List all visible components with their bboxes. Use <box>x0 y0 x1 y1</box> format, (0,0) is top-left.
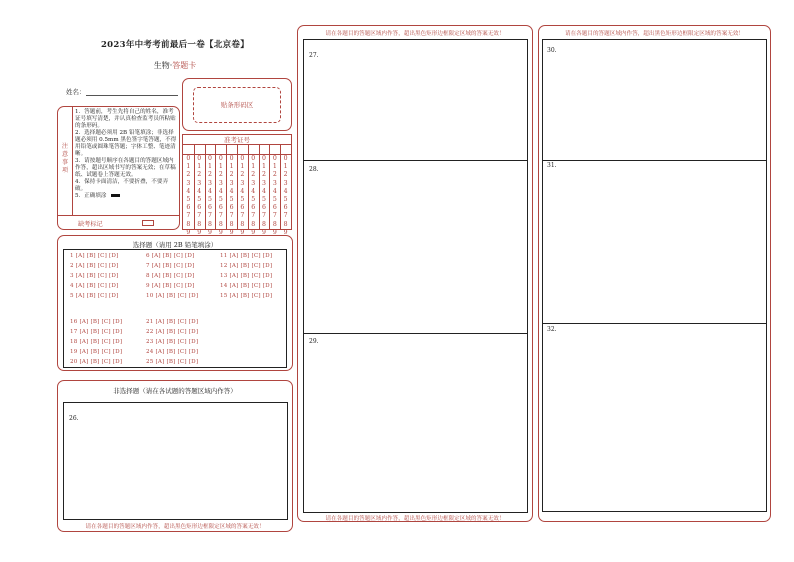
filled-sample-mark <box>111 194 120 197</box>
note-item: 1．答题前，考生先将自己的姓名，准考证号填写清楚，并认真检查监考员所粘贴的条形码。 <box>75 109 176 129</box>
exam-number-digit-column[interactable] <box>206 155 214 237</box>
choice-title: 选择题（请用 2B 铅笔填涂） <box>132 241 218 249</box>
question-number: 30. <box>547 47 557 54</box>
choice-row[interactable]: 11 [A] [B] [C] [D] <box>220 253 273 259</box>
exam-digit-option[interactable]: 5 <box>229 196 234 204</box>
barcode-area <box>182 78 292 131</box>
right-answer-frame <box>542 39 767 512</box>
exam-digit-option[interactable]: 8 <box>251 220 256 228</box>
exam-digit-option[interactable]: 2 <box>240 171 245 179</box>
exam-digit-option[interactable]: 9 <box>229 228 234 236</box>
exam-digit-option[interactable]: 6 <box>218 204 223 212</box>
exam-digit-option[interactable]: 9 <box>283 228 288 236</box>
exam-digit-option[interactable]: 7 <box>186 212 191 220</box>
exam-digit-option[interactable]: 5 <box>197 196 202 204</box>
exam-digit-option[interactable]: 4 <box>218 187 223 195</box>
choice-row[interactable]: 22 [A] [B] [C] [D] <box>146 329 199 335</box>
exam-digit-option[interactable]: 0 <box>208 155 212 162</box>
exam-digit-option[interactable]: 7 <box>272 212 277 220</box>
exam-digit-option[interactable]: 1 <box>251 163 256 171</box>
choice-row[interactable]: 4 [A] [B] [C] [D] <box>70 283 119 289</box>
choice-row[interactable]: 23 [A] [B] [C] [D] <box>146 339 199 345</box>
exam-digit-option[interactable]: 4 <box>208 187 212 195</box>
exam-digit-option[interactable]: 2 <box>262 171 266 179</box>
exam-digit-option[interactable]: 0 <box>229 155 234 162</box>
exam-number-digit-column[interactable] <box>217 155 225 237</box>
answer-card-label: 答题卡 <box>172 61 197 70</box>
exam-digit-option[interactable]: 3 <box>283 179 288 187</box>
boundary-notice: 请在各题目的答题区域内作答，超出黑色矩形边框限定区域的答案无效！ <box>564 31 744 37</box>
answer-area-q29[interactable] <box>304 334 527 512</box>
exam-digit-option[interactable]: 3 <box>262 179 266 187</box>
exam-digit-option[interactable]: 9 <box>240 228 245 236</box>
notes-box <box>57 106 180 230</box>
boundary-notice: 请在各题目的答题区域内作答，超出黑色矩形边框限定区域的答案无效！ <box>325 31 505 37</box>
exam-digit-option[interactable]: 1 <box>272 163 277 171</box>
exam-digit-option[interactable]: 2 <box>229 171 234 179</box>
exam-number-grid <box>182 134 292 236</box>
exam-digit-option[interactable]: 9 <box>251 228 256 236</box>
exam-number-digit-column[interactable] <box>228 155 236 237</box>
exam-digit-option[interactable]: 4 <box>197 187 202 195</box>
choice-row[interactable]: 19 [A] [B] [C] [D] <box>70 349 123 355</box>
exam-digit-option[interactable]: 1 <box>218 163 223 171</box>
exam-digit-option[interactable]: 2 <box>186 171 191 179</box>
exam-digit-option[interactable]: 1 <box>240 163 245 171</box>
exam-digit-option[interactable]: 9 <box>218 228 223 236</box>
answer-area-q31[interactable] <box>543 161 766 323</box>
exam-digit-option[interactable]: 5 <box>186 196 191 204</box>
exam-digit-option[interactable]: 9 <box>208 228 212 236</box>
subject-label: 生物· <box>153 61 173 70</box>
question-number: 27. <box>309 52 319 59</box>
exam-digit-option[interactable]: 6 <box>197 204 202 212</box>
exam-digit-option[interactable]: 2 <box>218 171 223 179</box>
name-field[interactable] <box>86 95 178 96</box>
exam-digit-option[interactable]: 1 <box>186 163 191 171</box>
exam-digit-option[interactable]: 2 <box>197 171 202 179</box>
exam-digit-option[interactable]: 8 <box>208 220 212 228</box>
choice-row[interactable]: 7 [A] [B] [C] [D] <box>146 263 195 269</box>
exam-number-digit-column[interactable] <box>184 155 192 237</box>
exam-digit-option[interactable]: 1 <box>262 163 266 171</box>
name-label: 姓名： <box>66 88 86 96</box>
note-item: 4．保持卡面清洁，不要折叠，不要弄破。 <box>75 178 169 192</box>
exam-digit-option[interactable]: 7 <box>251 212 256 220</box>
choice-row[interactable]: 24 [A] [B] [C] [D] <box>146 349 199 355</box>
choice-row[interactable]: 10 [A] [B] [C] [D] <box>146 293 199 299</box>
exam-digit-option[interactable]: 6 <box>262 204 266 212</box>
exam-digit-option[interactable]: 1 <box>229 163 234 171</box>
choice-row[interactable]: 5 [A] [B] [C] [D] <box>70 293 119 299</box>
page-subtitle <box>60 60 290 71</box>
exam-digit-option[interactable]: 6 <box>208 204 212 212</box>
exam-digit-option[interactable]: 8 <box>186 220 191 228</box>
middle-answer-frame <box>303 39 528 513</box>
exam-number-label: 准考证号 <box>224 136 250 144</box>
exam-digit-option[interactable]: 9 <box>262 228 266 236</box>
choice-section <box>57 235 293 371</box>
question-number: 29. <box>309 338 319 345</box>
notes-bottom-divider <box>58 215 179 216</box>
exam-digit-option[interactable]: 3 <box>240 179 245 187</box>
exam-digit-option[interactable]: 3 <box>218 179 223 187</box>
exam-number-digit-column[interactable] <box>195 155 203 237</box>
exam-digit-option[interactable]: 2 <box>251 171 256 179</box>
exam-digit-option[interactable]: 4 <box>262 187 266 195</box>
choice-row[interactable]: 1 [A] [B] [C] [D] <box>70 253 119 259</box>
choice-row[interactable]: 6 [A] [B] [C] [D] <box>146 253 195 259</box>
exam-digit-option[interactable]: 3 <box>251 179 256 187</box>
exam-digit-option[interactable]: 1 <box>197 163 202 171</box>
exam-digit-option[interactable]: 0 <box>251 155 256 162</box>
choice-row[interactable]: 16 [A] [B] [C] [D] <box>70 319 123 325</box>
exam-digit-option[interactable]: 4 <box>240 187 245 195</box>
choice-row[interactable]: 20 [A] [B] [C] [D] <box>70 359 123 365</box>
exam-digit-option[interactable]: 3 <box>229 179 234 187</box>
exam-digit-option[interactable]: 8 <box>272 220 277 228</box>
exam-digit-option[interactable]: 2 <box>272 171 277 179</box>
exam-digit-option[interactable]: 8 <box>229 220 234 228</box>
nonchoice-section <box>57 380 293 532</box>
exam-digit-option[interactable]: 4 <box>283 187 288 195</box>
exam-digit-option[interactable]: 7 <box>262 212 266 220</box>
answer-area-q32[interactable] <box>543 324 766 511</box>
exam-digit-option[interactable]: 1 <box>283 163 288 171</box>
choice-row[interactable]: 12 [A] [B] [C] [D] <box>220 263 273 269</box>
exam-digit-option[interactable]: 7 <box>283 212 288 220</box>
question-number: 31. <box>547 162 557 169</box>
choice-row[interactable]: 8 [A] [B] [C] [D] <box>146 273 195 279</box>
exam-digit-option[interactable]: 0 <box>197 155 202 162</box>
choice-row[interactable]: 21 [A] [B] [C] [D] <box>146 319 199 325</box>
exam-digit-option[interactable]: 6 <box>283 204 288 212</box>
choice-row[interactable]: 13 [A] [B] [C] [D] <box>220 273 273 279</box>
question-number: 32. <box>547 326 557 333</box>
exam-number-digit-column[interactable] <box>282 155 290 237</box>
absent-label: 缺考标记 <box>78 221 103 228</box>
choice-row[interactable]: 9 [A] [B] [C] [D] <box>146 283 195 289</box>
exam-digit-option[interactable]: 2 <box>208 171 212 179</box>
exam-number-digit-column[interactable] <box>249 155 257 237</box>
exam-digit-option[interactable]: 1 <box>208 163 212 171</box>
note-item: 2．选择题必须用 2B 铅笔填涂；非选择题必须用 0.5mm 黑色签字笔答题，不得用铅笔或圆珠笔答题；字体工整、笔迹清晰。 <box>75 129 177 157</box>
exam-digit-option[interactable]: 6 <box>272 204 277 212</box>
choice-row[interactable]: 3 [A] [B] [C] [D] <box>70 273 119 279</box>
exam-digit-option[interactable]: 3 <box>272 179 277 187</box>
exam-digit-option[interactable]: 0 <box>283 155 288 162</box>
exam-digit-option[interactable]: 2 <box>283 171 288 179</box>
exam-digit-option[interactable]: 0 <box>240 155 245 162</box>
exam-digit-option[interactable]: 6 <box>186 204 191 212</box>
boundary-notice: 请在各题目的答题区域内作答，超出黑色矩形边框限定区域的答案无效！ <box>325 516 505 522</box>
exam-digit-option[interactable]: 6 <box>229 204 234 212</box>
exam-digit-option[interactable]: 8 <box>218 220 223 228</box>
exam-digit-option[interactable]: 4 <box>229 187 234 195</box>
exam-digit-option[interactable]: 7 <box>208 212 212 220</box>
notes-divider <box>72 107 73 215</box>
barcode-label: 贴条形码区 <box>220 101 254 109</box>
exam-digit-option[interactable]: 5 <box>240 196 245 204</box>
exam-digit-option[interactable]: 4 <box>251 187 256 195</box>
choice-row[interactable]: 15 [A] [B] [C] [D] <box>220 293 273 299</box>
exam-digit-option[interactable]: 7 <box>218 212 223 220</box>
answer-area-q26[interactable] <box>63 402 288 520</box>
note-item: 3．请按题号顺序在各题目的答题区域内作答，超出区域书写的答案无效；在草稿纸、试题卷上答题无效。 <box>75 157 176 178</box>
exam-number-digit-column[interactable] <box>271 155 279 237</box>
exam-digit-option[interactable]: 9 <box>197 228 202 236</box>
exam-digit-option[interactable]: 3 <box>186 179 191 187</box>
exam-digit-option[interactable]: 9 <box>186 228 191 236</box>
absent-checkbox[interactable] <box>142 220 154 226</box>
exam-digit-option[interactable]: 5 <box>283 196 288 204</box>
exam-digit-option[interactable]: 4 <box>186 187 191 195</box>
exam-digit-option[interactable]: 5 <box>262 196 266 204</box>
exam-digit-option[interactable]: 7 <box>240 212 245 220</box>
boundary-notice: 请在各题目的答题区域内作答，超出黑色矩形边框限定区域的答案无效！ <box>85 524 265 530</box>
choice-row[interactable]: 17 [A] [B] [C] [D] <box>70 329 123 335</box>
exam-number-digit-column[interactable] <box>260 155 268 237</box>
exam-digit-option[interactable]: 8 <box>240 220 245 228</box>
exam-digit-option[interactable]: 3 <box>197 179 202 187</box>
answer-area-q28[interactable] <box>304 161 527 333</box>
answer-area-q27[interactable] <box>304 40 527 160</box>
choice-row[interactable]: 25 [A] [B] [C] [D] <box>146 359 199 365</box>
note-item <box>75 193 177 200</box>
nonchoice-title: 非选择题（请在各试题的答题区域内作答） <box>113 387 237 395</box>
choice-row[interactable]: 2 [A] [B] [C] [D] <box>70 263 119 269</box>
exam-digit-option[interactable]: 7 <box>197 212 202 220</box>
exam-digit-option[interactable]: 0 <box>218 155 223 162</box>
middle-answer-panel <box>297 25 533 522</box>
exam-digit-option[interactable]: 0 <box>262 155 266 162</box>
exam-digit-option[interactable]: 5 <box>218 196 223 204</box>
exam-digit-option[interactable]: 3 <box>208 179 212 187</box>
exam-digit-option[interactable]: 0 <box>272 155 277 162</box>
notes-list <box>75 109 177 200</box>
notes-side-label: 注意事项 <box>61 143 69 174</box>
note-item-text: 5．正确填涂 <box>75 192 107 199</box>
exam-digit-option[interactable]: 8 <box>197 220 202 228</box>
exam-digit-option[interactable]: 5 <box>272 196 277 204</box>
exam-number-digit-column[interactable] <box>238 155 246 237</box>
right-answer-panel <box>538 25 771 522</box>
answer-area-q30[interactable] <box>543 40 766 160</box>
question-number: 26. <box>69 415 79 422</box>
exam-digit-option[interactable]: 6 <box>251 204 256 212</box>
exam-digit-option[interactable]: 4 <box>272 187 277 195</box>
exam-digit-option[interactable]: 7 <box>229 212 234 220</box>
exam-digit-option[interactable]: 5 <box>251 196 256 204</box>
exam-digit-option[interactable]: 0 <box>186 155 191 162</box>
exam-digit-option[interactable]: 8 <box>262 220 266 228</box>
exam-digit-option[interactable]: 8 <box>283 220 288 228</box>
exam-digit-option[interactable]: 9 <box>272 228 277 236</box>
exam-digit-option[interactable]: 6 <box>240 204 245 212</box>
choice-row[interactable]: 18 [A] [B] [C] [D] <box>70 339 123 345</box>
exam-digit-option[interactable]: 5 <box>208 196 212 204</box>
choice-row[interactable]: 14 [A] [B] [C] [D] <box>220 283 273 289</box>
choice-answer-area <box>63 249 287 368</box>
page-title: 2023年中考考前最后一卷【北京卷】 <box>100 40 250 50</box>
question-number: 28. <box>309 166 319 173</box>
